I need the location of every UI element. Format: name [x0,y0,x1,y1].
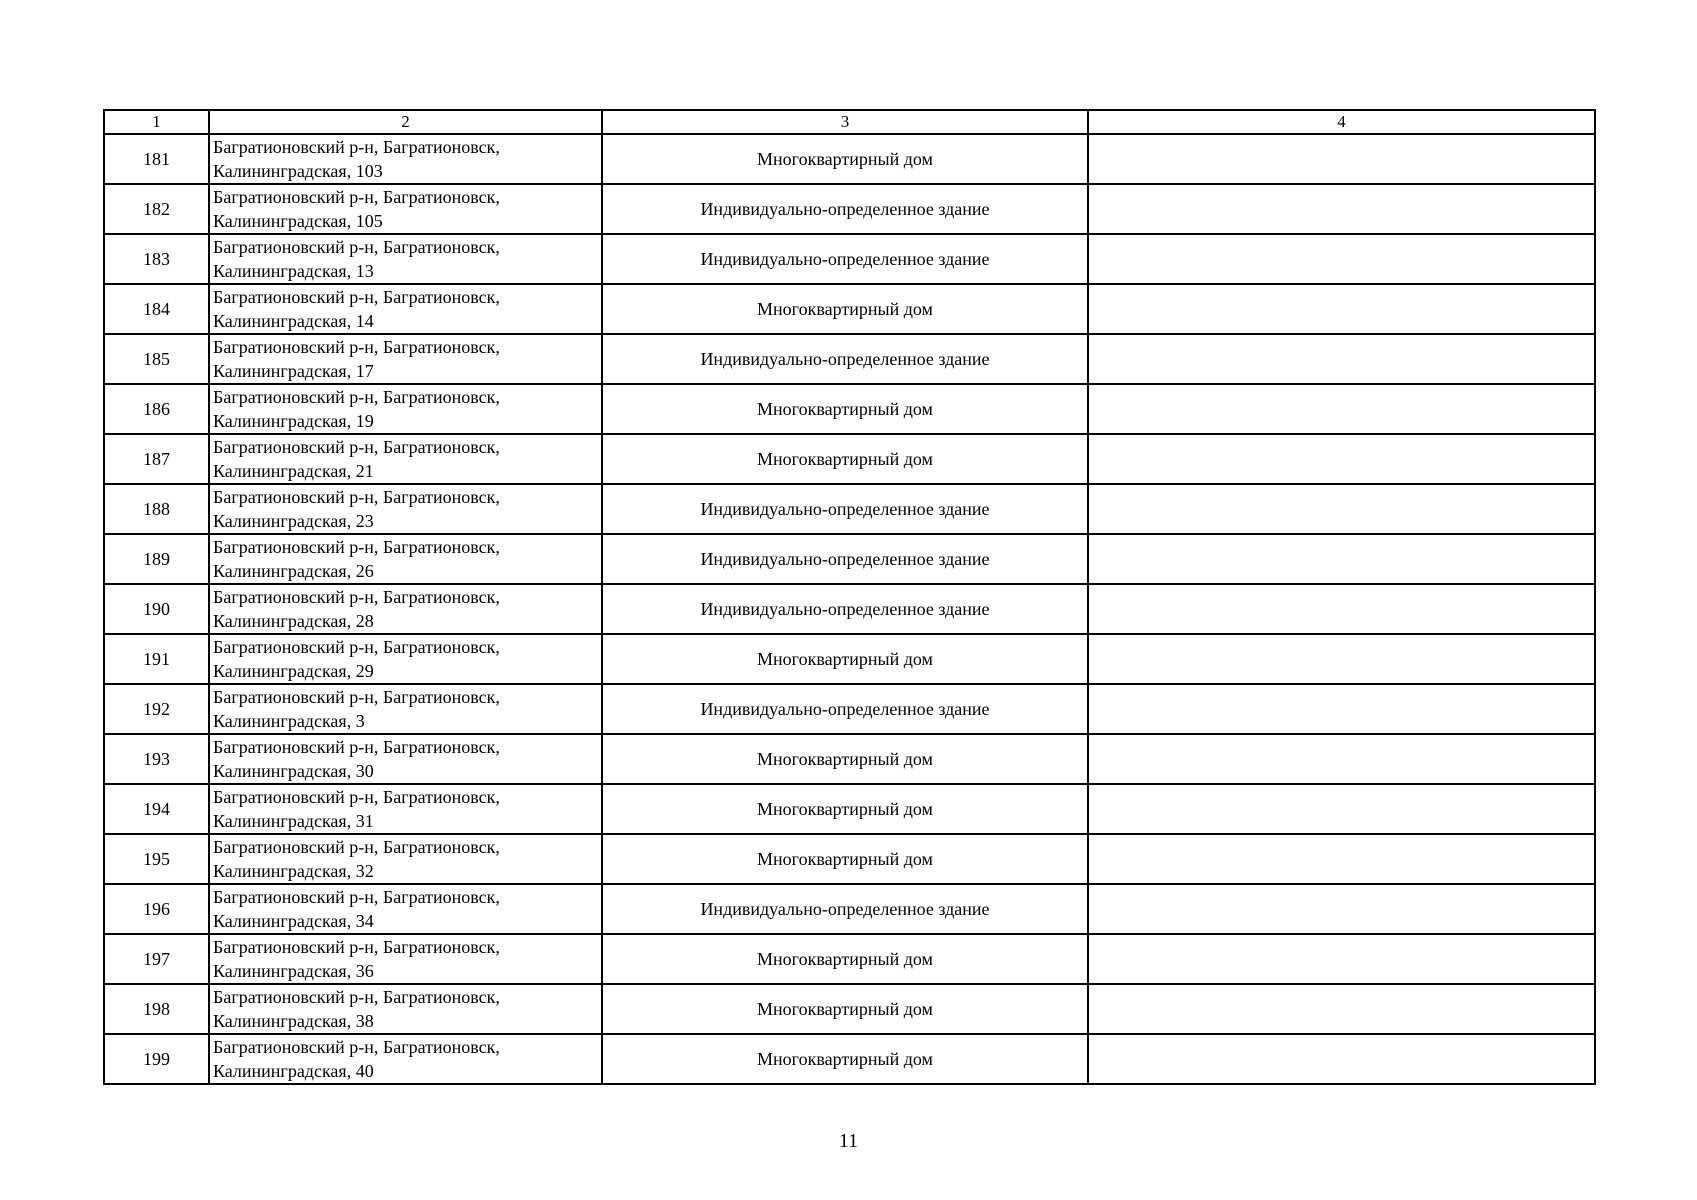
address-line-1: Багратионовский р-н, Багратионовск, [213,487,500,507]
address-line-2: Калининградская, 34 [213,911,374,931]
table-row [104,184,1595,234]
address-cell [209,334,602,384]
address-line-1: Багратионовский р-н, Багратионовск, [213,987,500,1007]
address-line-2: Калининградская, 17 [213,361,374,381]
building-type-cell: Индивидуально-определенное здание [602,684,1088,734]
building-type-cell: Многоквартирный дом [602,834,1088,884]
address-line-1: Багратионовский р-н, Багратионовск, [213,237,500,257]
address-cell [209,984,602,1034]
row-number-cell: 185 [104,334,209,384]
column-4-cell [1088,284,1595,334]
row-number-cell: 193 [104,734,209,784]
building-type-cell: Индивидуально-определенное здание [602,334,1088,384]
row-number-cell: 188 [104,484,209,534]
row-number-cell: 195 [104,834,209,884]
building-type-cell: Многоквартирный дом [602,384,1088,434]
column-4-cell [1088,734,1595,784]
building-type-cell: Индивидуально-определенное здание [602,184,1088,234]
row-number-cell: 186 [104,384,209,434]
address-cell [209,584,602,634]
address-line-1: Багратионовский р-н, Багратионовск, [213,887,500,907]
address-cell [209,534,602,584]
address-cell [209,934,602,984]
address-cell [209,184,602,234]
address-line-1: Багратионовский р-н, Багратионовск, [213,837,500,857]
header-cell-1: 1 [104,110,209,134]
column-4-cell [1088,1034,1595,1084]
address-line-2: Калининградская, 36 [213,961,374,981]
address-line-2: Калининградская, 30 [213,761,374,781]
address-line-1: Багратионовский р-н, Багратионовск, [213,137,500,157]
address-line-1: Багратионовский р-н, Багратионовск, [213,587,500,607]
table-row [104,134,1595,184]
address-cell [209,834,602,884]
table-row [104,434,1595,484]
header-cell-4: 4 [1088,110,1595,134]
building-type-cell: Многоквартирный дом [602,784,1088,834]
column-4-cell [1088,184,1595,234]
address-cell [209,634,602,684]
address-cell [209,484,602,534]
table-row [104,584,1595,634]
building-type-cell: Индивидуально-определенное здание [602,484,1088,534]
building-type-cell: Многоквартирный дом [602,984,1088,1034]
address-cell [209,384,602,434]
address-cell [209,1034,602,1084]
address-cell [209,434,602,484]
column-4-cell [1088,484,1595,534]
address-cell [209,884,602,934]
table-row [104,884,1595,934]
row-number-cell: 192 [104,684,209,734]
address-cell [209,284,602,334]
address-line-1: Багратионовский р-н, Багратионовск, [213,687,500,707]
address-line-2: Калининградская, 21 [213,461,374,481]
address-line-2: Калининградская, 3 [213,711,365,731]
row-number-cell: 198 [104,984,209,1034]
table-row [104,484,1595,534]
address-line-1: Багратионовский р-н, Багратионовск, [213,637,500,657]
column-4-cell [1088,434,1595,484]
column-4-cell [1088,584,1595,634]
row-number-cell: 196 [104,884,209,934]
column-4-cell [1088,234,1595,284]
table-row [104,534,1595,584]
building-type-cell: Многоквартирный дом [602,934,1088,984]
building-type-cell: Индивидуально-определенное здание [602,584,1088,634]
address-cell [209,734,602,784]
column-4-cell [1088,534,1595,584]
table-row [104,834,1595,884]
address-line-2: Калининградская, 14 [213,311,374,331]
row-number-cell: 199 [104,1034,209,1084]
address-line-1: Багратионовский р-н, Багратионовск, [213,287,500,307]
table-row [104,984,1595,1034]
column-4-cell [1088,134,1595,184]
column-4-cell [1088,634,1595,684]
table-row [104,1034,1595,1084]
column-4-cell [1088,384,1595,434]
row-number-cell: 182 [104,184,209,234]
address-line-1: Багратионовский р-н, Багратионовск, [213,937,500,957]
column-4-cell [1088,984,1595,1034]
row-number-cell: 181 [104,134,209,184]
column-4-cell [1088,934,1595,984]
address-line-2: Калининградская, 26 [213,561,374,581]
building-type-cell: Многоквартирный дом [602,634,1088,684]
address-line-1: Багратионовский р-н, Багратионовск, [213,337,500,357]
address-cell [209,784,602,834]
row-number-cell: 194 [104,784,209,834]
table-row [104,934,1595,984]
row-number-cell: 183 [104,234,209,284]
table-row [104,784,1595,834]
address-line-2: Калининградская, 103 [213,161,383,181]
address-line-2: Калининградская, 28 [213,611,374,631]
row-number-cell: 190 [104,584,209,634]
address-line-1: Багратионовский р-н, Багратионовск, [213,437,500,457]
building-type-cell: Многоквартирный дом [602,134,1088,184]
address-line-1: Багратионовский р-н, Багратионовск, [213,787,500,807]
row-number-cell: 187 [104,434,209,484]
address-line-1: Багратионовский р-н, Багратионовск, [213,387,500,407]
address-line-1: Багратионовский р-н, Багратионовск, [213,187,500,207]
address-line-2: Калининградская, 105 [213,211,383,231]
column-4-cell [1088,884,1595,934]
building-type-cell: Многоквартирный дом [602,1034,1088,1084]
address-line-2: Калининградская, 38 [213,1011,374,1031]
building-type-cell: Многоквартирный дом [602,284,1088,334]
page-number: 11 [838,1130,859,1152]
header-row [104,110,1595,134]
building-type-cell: Индивидуально-определенное здание [602,534,1088,584]
address-line-1: Багратионовский р-н, Багратионовск, [213,537,500,557]
column-4-cell [1088,834,1595,884]
table-row [104,234,1595,284]
address-line-2: Калининградская, 13 [213,261,374,281]
building-type-cell: Индивидуально-определенное здание [602,234,1088,284]
row-number-cell: 191 [104,634,209,684]
table-row [104,634,1595,684]
column-4-cell [1088,684,1595,734]
address-line-1: Багратионовский р-н, Багратионовск, [213,737,500,757]
address-line-2: Калининградская, 40 [213,1061,374,1081]
table-body [104,110,1595,1084]
table-row [104,384,1595,434]
column-4-cell [1088,784,1595,834]
building-type-cell: Многоквартирный дом [602,734,1088,784]
building-type-cell: Индивидуально-определенное здание [602,884,1088,934]
column-4-cell [1088,334,1595,384]
building-type-cell: Многоквартирный дом [602,434,1088,484]
address-cell [209,234,602,284]
address-table [103,109,1596,1085]
table-row [104,334,1595,384]
address-line-2: Калининградская, 23 [213,511,374,531]
table-row [104,684,1595,734]
address-line-2: Калининградская, 32 [213,861,374,881]
header-cell-2: 2 [209,110,602,134]
address-line-1: Багратионовский р-н, Багратионовск, [213,1037,500,1057]
header-cell-3: 3 [602,110,1088,134]
table-row [104,284,1595,334]
row-number-cell: 197 [104,934,209,984]
address-line-2: Калининградская, 31 [213,811,374,831]
address-line-2: Калининградская, 19 [213,411,374,431]
address-line-2: Калининградская, 29 [213,661,374,681]
address-cell [209,134,602,184]
row-number-cell: 189 [104,534,209,584]
address-cell [209,684,602,734]
row-number-cell: 184 [104,284,209,334]
table-row [104,734,1595,784]
